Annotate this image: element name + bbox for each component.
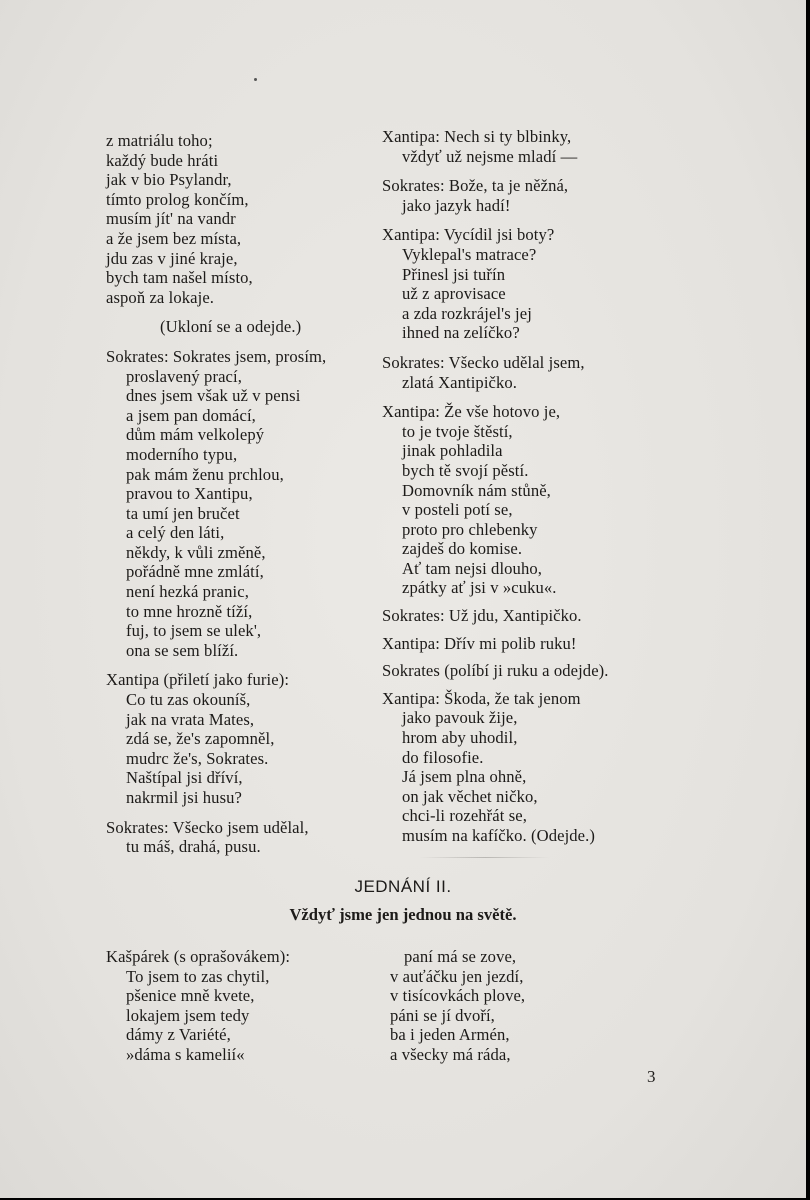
- speech-block: [382, 634, 672, 654]
- speaker-line: Xantipa: Nech si ty blbinky,: [382, 127, 572, 146]
- speaker-line: Xantipa: Škoda, že tak jenom: [382, 688, 581, 708]
- verse-line: dnes jsem však už v pensi: [126, 386, 301, 406]
- verse-line: a že jsem bez místa,: [106, 228, 242, 248]
- speaker-line: Xantipa: Že vše hotovo je,: [382, 402, 561, 422]
- verse-line: jako jazyk hadí!: [402, 195, 511, 215]
- ink-speck: [254, 78, 257, 81]
- verse-line: tímto prolog končím,: [106, 189, 249, 209]
- speech-block: [106, 670, 376, 807]
- verse-line: a všecky má ráda,: [390, 1044, 511, 1064]
- verse-line: chci-li rozehřát se,: [402, 806, 528, 826]
- verse-line: Co tu zas okouníš,: [126, 690, 251, 710]
- verse-line: jako pavouk žije,: [402, 708, 518, 728]
- speech-block: [390, 947, 620, 1065]
- verse-line: a celý den láti,: [126, 523, 225, 543]
- verse-line: pak mám ženu prchlou,: [126, 464, 284, 484]
- verse-line: pravou to Xantipu,: [126, 484, 253, 504]
- act-heading: JEDNÁNÍ II.: [354, 877, 452, 896]
- verse-line: tu máš, drahá, pusu.: [126, 837, 261, 857]
- verse-line: ba i jeden Armén,: [390, 1025, 510, 1045]
- verse-line: vždyť už nejsme mladí —: [402, 146, 578, 166]
- verse-line: jak na vrata Mates,: [126, 709, 255, 729]
- verse-line: dámy z Variété,: [126, 1025, 231, 1045]
- verse-line: Naštípal jsi dříví,: [126, 768, 243, 788]
- verse-line: v tisícovkách plove,: [390, 986, 526, 1006]
- speaker-line: Kašpárek (s oprašovákem):: [106, 947, 291, 966]
- verse-line: zajdeš do komise.: [402, 539, 523, 559]
- verse-line: zdá se, že's zapomněl,: [126, 729, 275, 749]
- verse-line: bych tam našel místo,: [106, 268, 253, 288]
- verse-line: ona se sem blíží.: [126, 640, 239, 660]
- verse-line: »dáma s kamelií«: [126, 1044, 245, 1064]
- speech-block: [106, 131, 376, 307]
- speech-block: [382, 225, 672, 343]
- verse-line: a jsem pan domácí,: [126, 405, 256, 425]
- scan-edge: [806, 0, 810, 1200]
- verse-line: jak v bio Psylandr,: [106, 170, 232, 190]
- verse-line: zpátky ať jsi v »cuku«.: [402, 578, 557, 598]
- verse-line: fuj, to jsem se ulek',: [126, 621, 262, 641]
- speech-block: [382, 127, 672, 166]
- verse-line: musím jít' na vandr: [106, 209, 236, 229]
- speech-block: [382, 689, 672, 846]
- verse-line: to mne hrozně tíží,: [126, 601, 253, 621]
- speaker-line: Xantipa (přiletí jako furie):: [106, 670, 290, 690]
- verse-line: moderního typu,: [126, 444, 238, 464]
- verse-line: To jsem to zas chytil,: [126, 966, 270, 986]
- speaker-line: Xantipa: Dřív mi polib ruku!: [382, 633, 577, 653]
- speech-block: [106, 317, 376, 337]
- verse-line: v posteli potí se,: [402, 500, 513, 520]
- verse-line: pořádně mne zmlátí,: [126, 562, 264, 582]
- verse-line: už z aprovisace: [402, 284, 506, 304]
- verse-line: zlatá Xantipičko.: [402, 372, 518, 392]
- verse-line: Vyklepal's matrace?: [402, 244, 537, 264]
- speaker-line: Sokrates: Bože, ta je něžná,: [382, 176, 569, 196]
- verse-line: hrom aby uhodil,: [402, 728, 518, 748]
- verse-line: jdu zas v jiné kraje,: [106, 248, 238, 268]
- verse-line: jinak pohladila: [402, 441, 503, 461]
- speaker-line: Sokrates: Všecko jsem udělal,: [106, 817, 309, 837]
- speech-block: [382, 176, 672, 215]
- verse-line: do filosofie.: [402, 747, 484, 767]
- section-divider: [420, 857, 550, 858]
- act-subtitle: Vždyť jsme jen jednou na světě.: [289, 905, 517, 924]
- verse-line: ihned na zelíčko?: [402, 323, 520, 343]
- speaker-line: Sokrates: Sokrates jsem, prosím,: [106, 346, 327, 366]
- verse-line: páni se jí dvoří,: [390, 1005, 495, 1025]
- left-column: [106, 131, 376, 857]
- verse-line: bych tě svojí pěstí.: [402, 460, 529, 480]
- verse-line: on jak věchet ničko,: [402, 786, 538, 806]
- verse-line: proslavený prací,: [126, 366, 242, 386]
- verse-line: to je tvoje štěstí,: [402, 421, 513, 441]
- page-number: 3: [647, 1067, 656, 1086]
- speaker-line: Sokrates: Už jdu, Xantipičko.: [382, 606, 582, 626]
- verse-line: Přinesl jsi tuřín: [402, 264, 506, 284]
- verse-line: Ať tam nejsi dlouho,: [402, 558, 542, 578]
- act-right-column: [390, 947, 620, 1065]
- speech-block: [382, 402, 672, 598]
- verse-line: Já jsem plna ohně,: [402, 767, 527, 787]
- speaker-line: Sokrates (políbí ji ruku a odejde).: [382, 661, 609, 681]
- speaker-line: Sokrates: Všecko udělal jsem,: [382, 352, 585, 372]
- verse-line: paní má se zove,: [404, 947, 517, 966]
- speech-block: [106, 347, 376, 661]
- verse-line: pšenice mně kvete,: [126, 986, 255, 1006]
- verse-line: musím na kafíčko. (Odejde.): [402, 826, 596, 845]
- verse-line: z matriálu toho;: [106, 131, 213, 150]
- speech-block: [106, 818, 376, 857]
- speech-block: [382, 661, 672, 681]
- verse-line: v auťáčku jen jezdí,: [390, 966, 524, 986]
- verse-line: proto pro chlebenky: [402, 519, 538, 539]
- verse-line: nakrmil jsi husu?: [126, 788, 243, 807]
- verse-line: a zda rozkrájel's jej: [402, 303, 532, 323]
- verse-line: mudrc že's, Sokrates.: [126, 748, 269, 768]
- verse-line: ta umí jen bručet: [126, 503, 240, 523]
- verse-line: aspoň za lokaje.: [106, 287, 215, 307]
- speech-block: [382, 606, 672, 626]
- right-column: [382, 127, 672, 846]
- stage-direction: (Ukloní se a odejde.): [160, 317, 302, 337]
- verse-line: každý bude hráti: [106, 150, 219, 170]
- verse-line: lokajem jsem tedy: [126, 1005, 250, 1025]
- verse-line: dům mám velkolepý: [126, 425, 265, 445]
- speech-block: [106, 947, 376, 1065]
- verse-line: někdy, k vůli změně,: [126, 542, 266, 562]
- speech-block: [382, 353, 672, 392]
- speaker-line: Xantipa: Vycídil jsi boty?: [382, 225, 555, 245]
- verse-line: Domovník nám stůně,: [402, 480, 551, 500]
- verse-line: není hezká pranic,: [126, 582, 249, 602]
- act-left-column: [106, 947, 376, 1065]
